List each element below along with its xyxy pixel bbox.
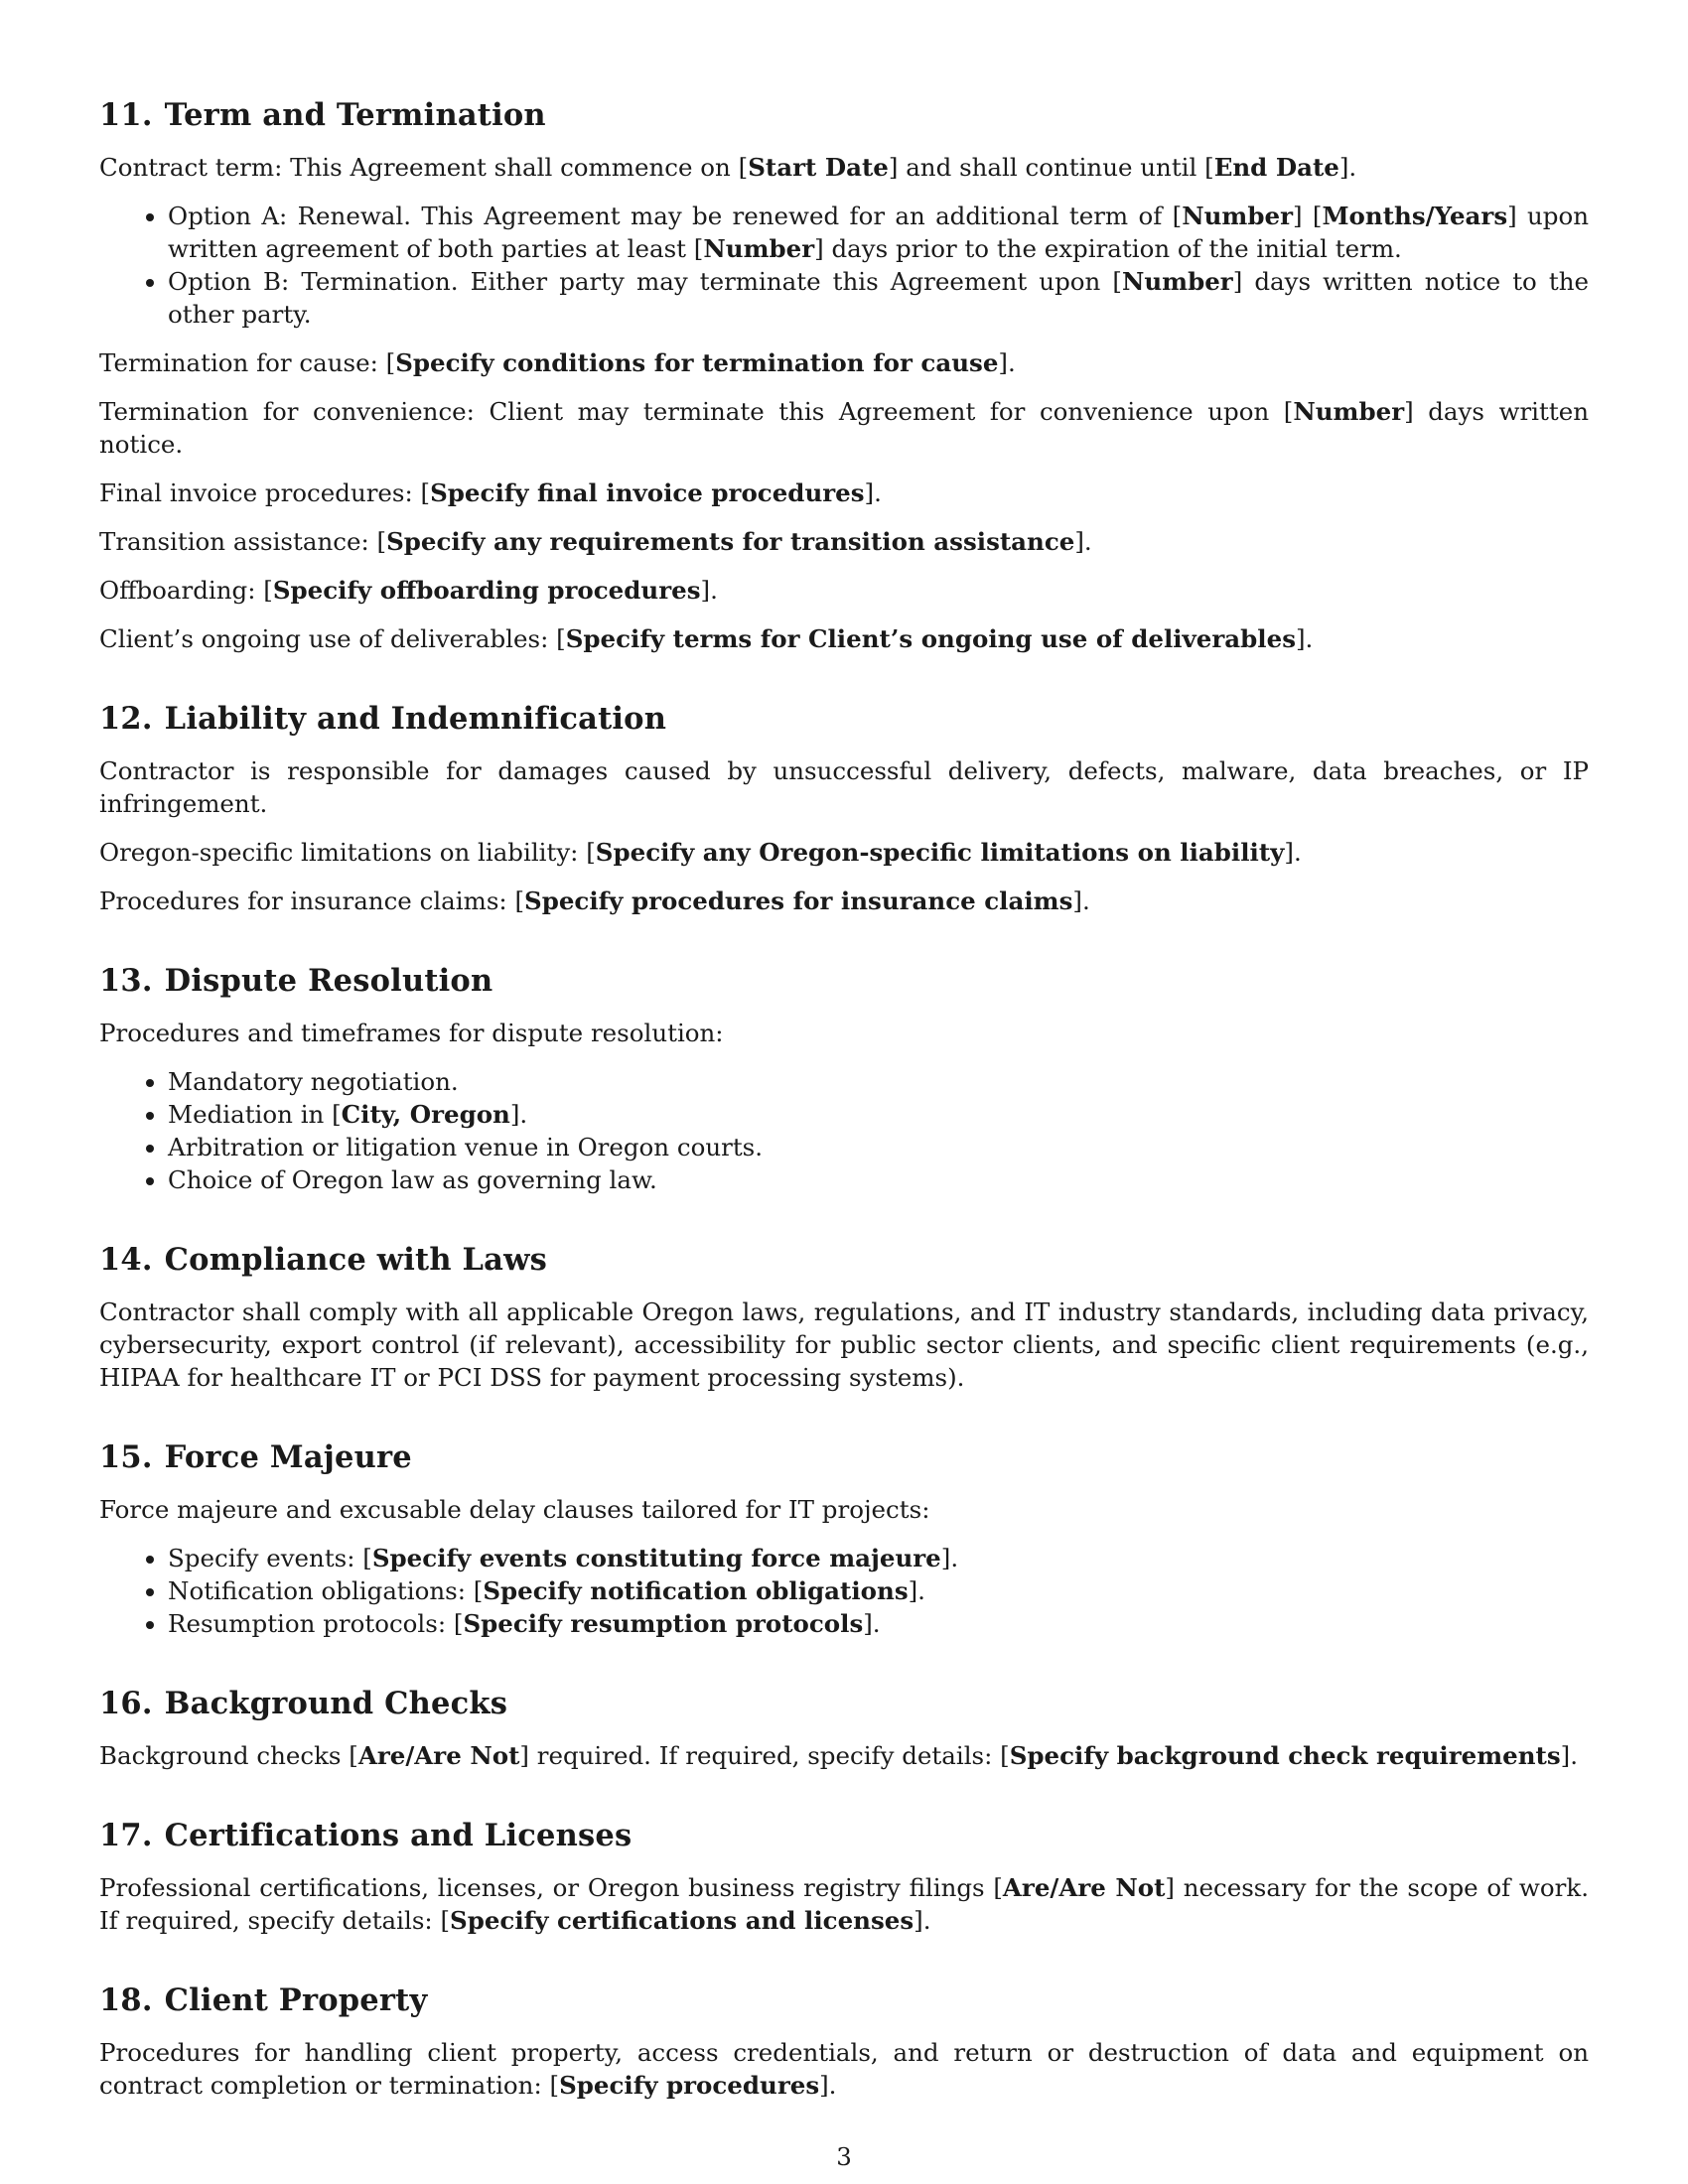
section-number: 11. (99, 97, 153, 133)
page-number: 3 (836, 2142, 852, 2171)
section-title: Force Majeure (164, 1439, 412, 1475)
term-options-list (99, 200, 1589, 331)
background-checks-paragraph: Background checks [Are/Are Not] required. If required, specify details: [Specify background check requirements]. (99, 1741, 1579, 1770)
section-number: 13. (99, 963, 153, 999)
list-item: • Notification obligations: [Specify notification obligations]. (168, 1574, 1589, 1607)
section-title: Compliance with Laws (164, 1242, 547, 1278)
section-number: 12. (99, 701, 153, 737)
section-heading (99, 1980, 1589, 2020)
section-force-majeure (99, 1437, 1589, 1640)
section-compliance-with-laws (99, 1240, 1589, 1394)
termination-for-cause-paragraph: Termination for cause: [Specify conditions for termination for cause]. (99, 348, 1016, 377)
number-placeholder: Number (1293, 397, 1405, 426)
section-heading (99, 1684, 1589, 1723)
force-majeure-intro-paragraph: Force majeure and excusable delay clauses tailored for IT projects: (99, 1495, 930, 1524)
section-certifications-and-licenses (99, 1816, 1589, 1937)
section-number: 14. (99, 1242, 153, 1278)
list-item-option-b: • Option B: Termination. Either party may terminate this Agreement upon [Number] days written notice to the other party. (168, 265, 1589, 331)
section-number: 17. (99, 1818, 153, 1853)
section-title: Dispute Resolution (164, 963, 493, 999)
placeholder: Are/Are Not (357, 1741, 520, 1770)
placeholder: Specify events constituting force majeure (371, 1544, 941, 1572)
damages-paragraph: Contractor is responsible for damages caused by unsuccessful delivery, defects, malware, data breaches, or IP infringement. (99, 756, 1589, 818)
oregon-limitations-paragraph: Oregon-specific limitations on liability: [Specify any Oregon-specific limitations on liability]. (99, 838, 1302, 867)
start-date-placeholder: Start Date (748, 153, 889, 182)
section-title: Certifications and Licenses (164, 1818, 633, 1853)
list-item: • Mandatory negotiation. (168, 1065, 1589, 1098)
section-heading (99, 961, 1589, 1001)
section-term-and-termination (99, 95, 1589, 655)
section-heading (99, 1240, 1589, 1280)
placeholder: Specify terms for Client’s ongoing use of deliverables (565, 624, 1296, 653)
offboarding-paragraph: Offboarding: [Specify offboarding procedures]. (99, 576, 718, 605)
insurance-claims-paragraph: Procedures for insurance claims: [Specify procedures for insurance claims]. (99, 887, 1090, 915)
section-number: 15. (99, 1439, 153, 1475)
list-item: • Resumption protocols: [Specify resumption protocols]. (168, 1607, 1589, 1640)
section-title: Background Checks (164, 1686, 508, 1721)
placeholder: Specify background check requirements (1009, 1741, 1561, 1770)
section-background-checks (99, 1684, 1589, 1772)
section-heading (99, 95, 1589, 135)
document-page (99, 95, 1589, 2102)
termination-for-convenience-paragraph: Termination for convenience: Client may terminate this Agreement for convenience upon [Number] days written notice. (99, 397, 1589, 459)
force-majeure-list (99, 1542, 1589, 1640)
list-item: • Choice of Oregon law as governing law. (168, 1163, 1589, 1196)
section-number: 18. (99, 1982, 153, 2018)
compliance-paragraph: Contractor shall comply with all applicable Oregon laws, regulations, and IT industry standards, including data privacy, cybersecurity, export control (if relevant), accessibility for public sector clients, and specific client requirements (e.g., HIPAA for healthcare IT or PCI DSS for payment processing systems). (99, 1297, 1589, 1392)
list-item: • Specify events: [Specify events constituting force majeure]. (168, 1542, 1589, 1574)
placeholder: Specify conditions for termination for cause (395, 348, 999, 377)
client-property-paragraph: Procedures for handling client property, access credentials, and return or destruction of data and equipment on contract completion or termination: [Specify procedures]. (99, 2038, 1589, 2100)
list-item-option-a: • Option A: Renewal. This Agreement may be renewed for an additional term of [Number] [Months/Years] upon written agreement of both parties at least [Number] days prior to the expiration of the initial term. (168, 200, 1589, 265)
section-client-property (99, 1980, 1589, 2102)
transition-assistance-paragraph: Transition assistance: [Specify any requirements for transition assistance]. (99, 527, 1092, 556)
section-liability-and-indemnification (99, 699, 1589, 917)
months-years-placeholder: Months/Years (1322, 202, 1508, 230)
number-placeholder: Number (1121, 267, 1233, 296)
placeholder: Specify resumption protocols (463, 1609, 864, 1638)
placeholder: Specify final invoice procedures (430, 478, 865, 507)
end-date-placeholder: End Date (1213, 153, 1339, 182)
ongoing-use-paragraph: Client’s ongoing use of deliverables: [Specify terms for Client’s ongoing use of deliverables]. (99, 624, 1314, 653)
section-heading (99, 699, 1589, 739)
placeholder: Are/Are Not (1002, 1873, 1166, 1902)
placeholder: Specify procedures for insurance claims (524, 887, 1073, 915)
list-item: • Mediation in [City, Oregon]. (168, 1098, 1589, 1131)
placeholder: Specify certifications and licenses (450, 1906, 914, 1935)
dispute-procedures-list (99, 1065, 1589, 1196)
section-heading (99, 1437, 1589, 1477)
number-placeholder: Number (703, 234, 815, 263)
certifications-paragraph: Professional certifications, licenses, or Oregon business registry filings [Are/Are Not] necessary for the scope of work. If required, specify details: [Specify certifications and licenses]. (99, 1873, 1589, 1935)
section-number: 16. (99, 1686, 153, 1721)
section-title: Client Property (164, 1982, 428, 2018)
section-dispute-resolution (99, 961, 1589, 1196)
placeholder: Specify notification obligations (483, 1576, 909, 1605)
section-title: Term and Termination (164, 97, 546, 133)
section-title: Liability and Indemnification (164, 701, 667, 737)
dispute-intro-paragraph: Procedures and timeframes for dispute resolution: (99, 1019, 724, 1047)
contract-term-paragraph: Contract term: This Agreement shall commence on [Start Date] and shall continue until [End Date]. (99, 153, 1357, 182)
city-placeholder: City, Oregon (341, 1100, 510, 1129)
section-heading (99, 1816, 1589, 1855)
placeholder: Specify offboarding procedures (272, 576, 701, 605)
number-placeholder: Number (1182, 202, 1293, 230)
placeholder: Specify any requirements for transition assistance (386, 527, 1075, 556)
list-item: • Arbitration or litigation venue in Oregon courts. (168, 1131, 1589, 1163)
final-invoice-paragraph: Final invoice procedures: [Specify final invoice procedures]. (99, 478, 882, 507)
placeholder: Specify any Oregon-specific limitations on liability (595, 838, 1285, 867)
placeholder: Specify procedures (559, 2071, 820, 2100)
